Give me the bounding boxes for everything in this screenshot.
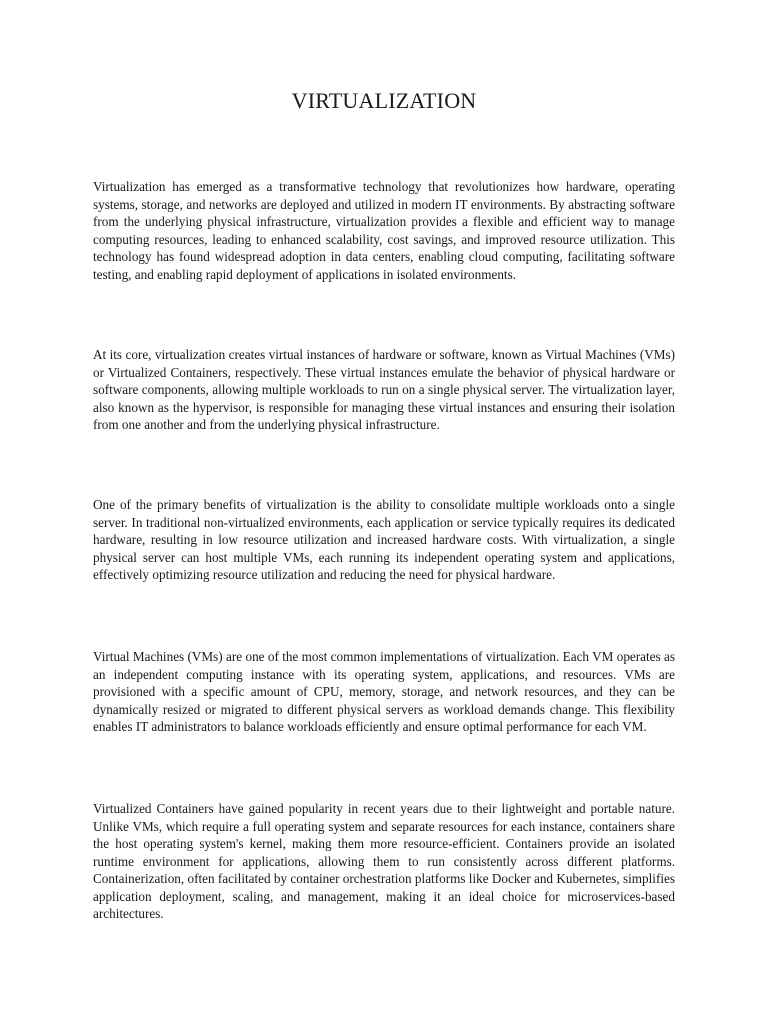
paragraph-containers: Virtualized Containers have gained popularity in recent years due to their lightweight and portable nature. Unlike VMs, which require a full operating system and separate resources for each instance, containers share the host operating system's kernel, making them more resource-efficient. Containers provide an isolated runtime environment for applications, allowing them to run consistently across different platforms. Containerization, often facilitated by container orchestration platforms like Docker and Kubernetes, simplifies application deployment, scaling, and management, making it an ideal choice for microservices-based architectures. (93, 801, 675, 921)
paragraph-intro: Virtualization has emerged as a transformative technology that revolutionizes how hardware, operating systems, storage, and networks are deployed and utilized in modern IT environments. By abstracting software from the underlying physical infrastructure, virtualization provides a flexible and efficient way to manage computing resources, leading to enhanced scalability, cost savings, and improved resource utilization. This technology has found widespread adoption in data centers, enabling cloud computing, facilitating software testing, and enabling rapid deployment of applications in isolated environments. (93, 179, 675, 282)
paragraph-core-concepts: At its core, virtualization creates virtual instances of hardware or software, known as Virtual Machines (VMs) or Virtualized Containers, respectively. These virtual instances emulate the behavior of physical hardware or software components, allowing multiple workloads to run on a single physical server. The virtualization layer, also known as the hypervisor, is responsible for managing these virtual instances and ensuring their isolation from one another and from the underlying physical infrastructure. (93, 347, 675, 432)
paragraph-consolidation-benefits: One of the primary benefits of virtualization is the ability to consolidate multiple workloads onto a single server. In traditional non-virtualized environments, each application or service typically requires its dedicated hardware, resulting in low resource utilization and increased hardware costs. With virtualization, a single physical server can host multiple VMs, each running its independent operating system and applications, effectively optimizing resource utilization and reducing the need for physical hardware. (93, 497, 675, 582)
paragraph-virtual-machines: Virtual Machines (VMs) are one of the most common implementations of virtualization. Each VM operates as an independent computing instance with its operating system, applications, and resources. VMs are provisioned with a specific amount of CPU, memory, storage, and network resources, and they can be dynamically resized or migrated to different physical servers as workload demands change. This flexibility enables IT administrators to balance workloads efficiently and ensure optimal performance for each VM. (93, 649, 675, 734)
document-title: VIRTUALIZATION (291, 88, 477, 113)
